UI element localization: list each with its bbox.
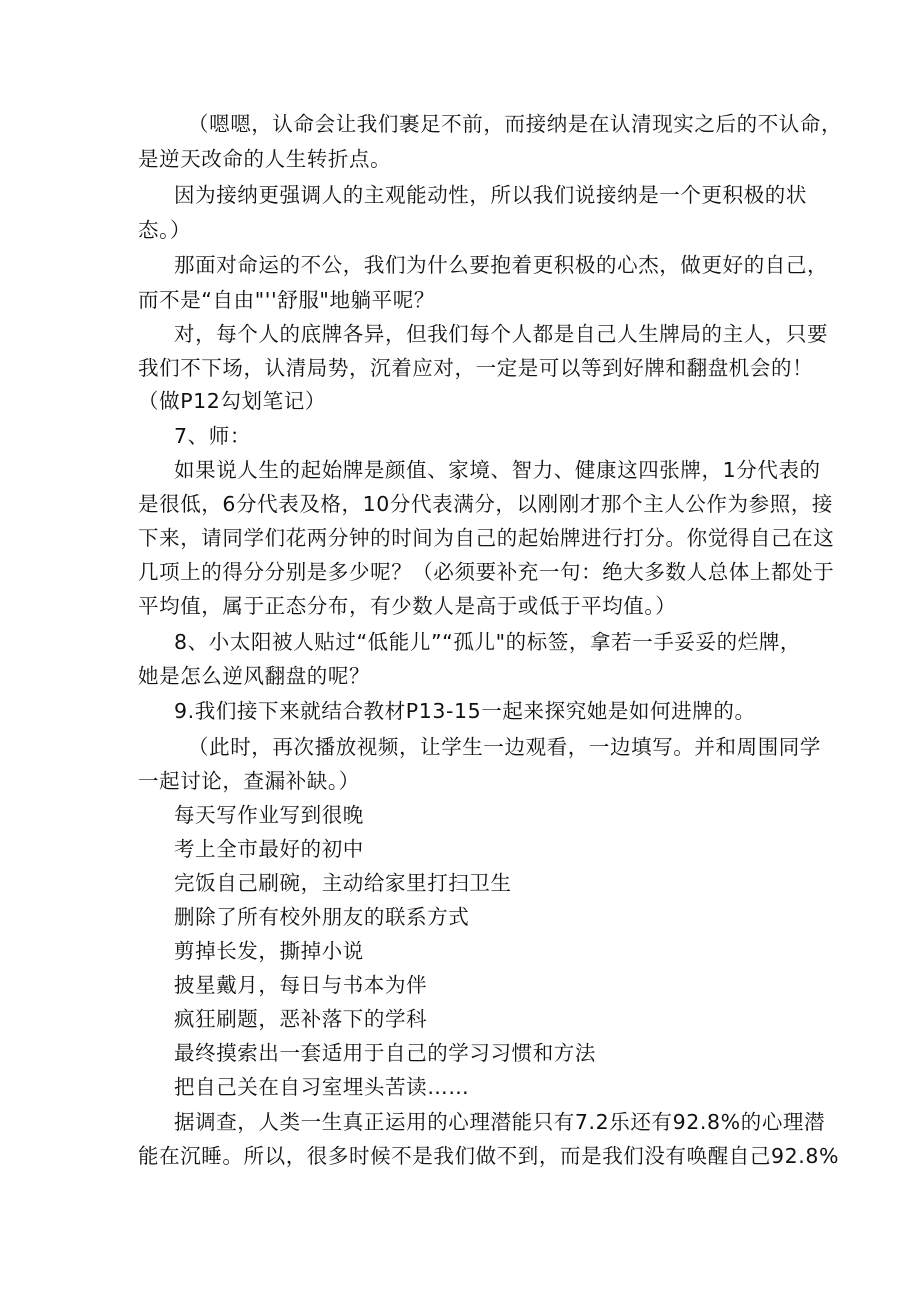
text-line-3: 因为接纳更强调人的主观能动性，所以我们说接纳是一个更积极的状 xyxy=(174,183,807,207)
text-line-30: 据调查，人类一生真正运用的心理潜能只有7.2乐还有92.8%的心理潜 xyxy=(174,1110,826,1134)
text-line-2: 是逆天改命的人生转折点。 xyxy=(138,147,392,171)
text-line-6: 而不是“自由"''舒服"地躺平呢？ xyxy=(138,288,435,312)
text-line-24: 删除了所有校外朋友的联系方式 xyxy=(174,905,470,929)
text-line-15: 平均值，属于正态分布，有少数人是高于或低于平均值。） xyxy=(138,594,677,618)
text-line-21: 每天写作业写到很晚 xyxy=(174,803,364,827)
text-line-1: （嗯嗯，认命会让我们裹足不前，而接纳是在认清现实之后的不认命， xyxy=(188,112,843,136)
text-line-4: 态。） xyxy=(138,218,192,242)
text-line-9: （做P12勾划笔记） xyxy=(138,389,326,413)
text-line-29: 把自己关在自习室埋头苦读…… xyxy=(174,1075,470,1099)
text-line-16: 8、小太阳被人贴过“低能儿”“孤儿"的标签，拿若一手妥妥的烂牌， xyxy=(174,630,802,654)
text-line-7: 对，每个人的底牌各异，但我们每个人都是自己人生牌局的主人，只要 xyxy=(174,322,829,346)
text-line-23: 完饭自己刷碗，主动给家里打扫卫生 xyxy=(174,871,512,895)
text-line-28: 最终摸索出一套适用于自己的学习习惯和方法 xyxy=(174,1041,596,1065)
text-line-25: 剪掉长发，撕掉小说 xyxy=(174,939,364,963)
text-line-22: 考上全市最好的初中 xyxy=(174,837,364,861)
text-line-13: 下来，请同学们花两分钟的时间为自己的起始牌进行打分。你觉得自己在这 xyxy=(138,526,835,550)
text-line-11: 如果说人生的起始牌是颜值、家境、智力、健康这四张牌，1分代表的 xyxy=(174,458,821,482)
text-line-14: 几项上的得分分别是多少呢？（必须要补充一句：绝大多数人总体上都处于 xyxy=(138,560,835,584)
text-line-10: 7、师： xyxy=(174,424,251,448)
text-line-19: （此时，再次播放视频，让学生一边观看，一边填写。并和周围同学 xyxy=(188,735,821,759)
text-line-18: 9.我们接下来就结合教材P13-15一起来探究她是如何进牌的。 xyxy=(174,699,756,723)
text-line-27: 疯狂刷题，恶补落下的学科 xyxy=(174,1007,428,1031)
text-line-20: 一起讨论，查漏补缺。） xyxy=(138,769,360,793)
text-line-17: 她是怎么逆风翻盘的呢？ xyxy=(138,664,371,688)
text-line-8: 我们不下场，认清局势，沉着应对，一定是可以等到好牌和翻盘机会的！ xyxy=(138,356,814,380)
text-line-31: 能在沉睡。所以，很多时候不是我们做不到，而是我们没有唤醒自己92.8% xyxy=(138,1144,840,1168)
text-line-5: 那面对命运的不公，我们为什么要抱着更积极的心杰，做更好的自己， xyxy=(174,253,829,277)
text-line-12: 是很低，6分代表及格，10分代表满分，以刚刚才那个主人公作为参照，接 xyxy=(138,492,834,516)
text-line-26: 披星戴月，每日与书本为伴 xyxy=(174,973,428,997)
